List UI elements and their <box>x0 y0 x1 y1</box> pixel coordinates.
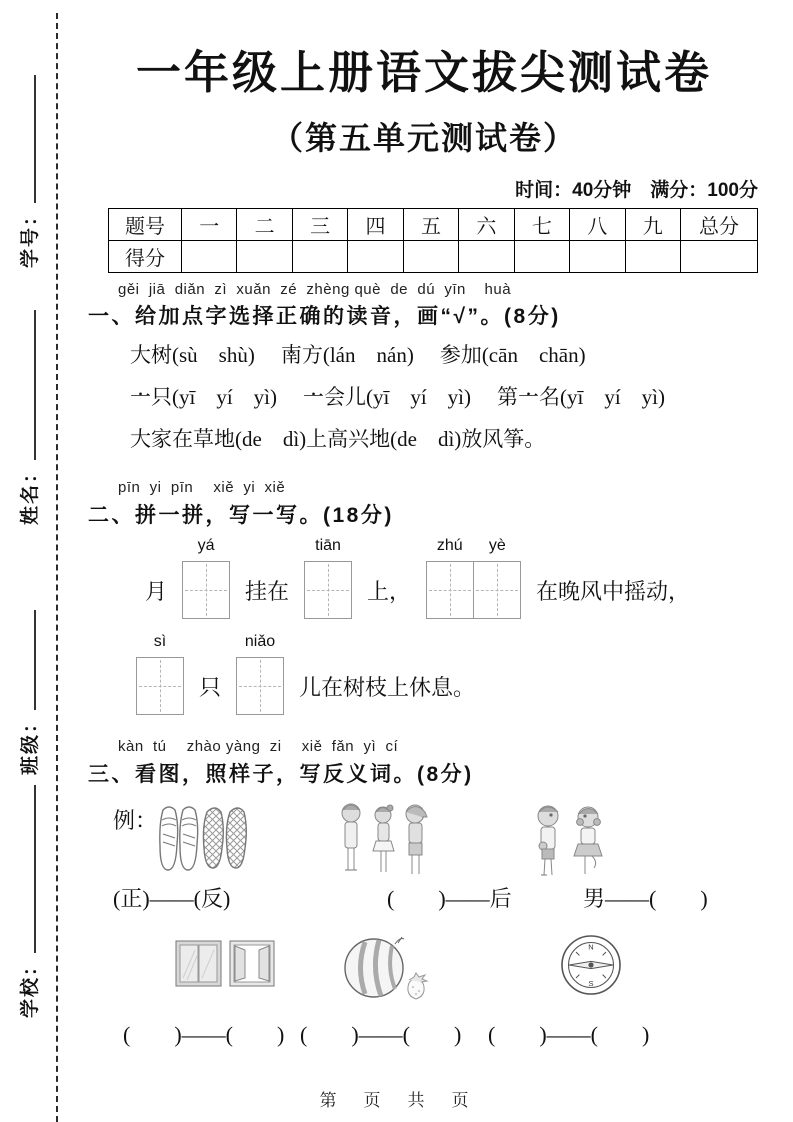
example-label: 例： <box>113 808 158 833</box>
sentence-fragment: 挂在 <box>245 578 290 604</box>
tianzige-cell <box>236 657 284 715</box>
answer-pair: ( )——( ) <box>123 1022 285 1047</box>
score-table-header-cell: 一 <box>182 209 237 241</box>
dotted-char: 南 • <box>281 343 302 367</box>
text-token: 会儿 <box>324 385 366 409</box>
score-table <box>108 208 758 273</box>
question-line <box>130 376 760 418</box>
page-subtitle: （第五单元测试卷） <box>270 120 577 156</box>
writing-grid <box>182 537 230 619</box>
pinyin-label: sì <box>153 633 167 650</box>
writing-grid <box>236 633 284 715</box>
score-table-header-cell: 三 <box>292 209 347 241</box>
score-cell <box>681 241 758 273</box>
score-cell <box>459 241 514 273</box>
main-content <box>88 0 760 1052</box>
score-table-header-cell: 二 <box>237 209 292 241</box>
text-token: (de dì) <box>390 427 462 451</box>
answer-pair: ( )——后 <box>387 886 512 911</box>
score-table-header-cell: 五 <box>403 209 458 241</box>
class-label: 班级： <box>19 711 41 775</box>
section3-heading: 三、看图，照样子，写反义词。(8分) <box>88 763 474 786</box>
score-cell <box>182 241 237 273</box>
text-token: 大 <box>130 343 151 367</box>
text-token: 方 <box>301 343 323 367</box>
writing-grid <box>136 633 184 715</box>
answer-pair: (正)——(反) <box>113 886 231 911</box>
text-token: 第 <box>497 385 518 409</box>
compass-south-label: S <box>588 979 594 988</box>
section3-answers-row-1 <box>88 882 760 916</box>
sentence-fragment: 在晚风中摇动， <box>536 578 691 604</box>
pinyin-label: niǎo <box>244 633 276 650</box>
score-table-header-cell: 八 <box>570 209 625 241</box>
score-cell <box>570 241 625 273</box>
section1-pinyin: gěi jiā diǎn zì xuǎn zé zhèng què de dú yīn huà <box>118 281 512 298</box>
dotted-char: 一 • <box>518 385 539 409</box>
text-token: 加 <box>460 343 482 367</box>
score-cell <box>292 241 347 273</box>
watermelon-strawberry-image <box>343 934 431 1000</box>
pinyin-label: yè <box>488 537 506 554</box>
class-field <box>14 610 42 775</box>
blank-line <box>14 310 36 460</box>
score-cell <box>625 241 681 273</box>
answer-pair: 男——( ) <box>583 886 708 911</box>
text-token: (de dì) <box>235 427 307 451</box>
pinyin-label: zhú <box>436 537 463 554</box>
pinyin-labels <box>136 633 184 651</box>
dotted-char: 一 • <box>303 385 324 409</box>
section3-picture-row-2 <box>88 934 760 1004</box>
tianzige-cell <box>474 561 521 619</box>
score-cell <box>348 241 403 273</box>
time-score-info: 时间：40分钟 满分：100分 <box>515 180 758 201</box>
score-cell <box>237 241 292 273</box>
section3-picture-row-1 <box>88 800 760 882</box>
student-name-field <box>14 310 42 525</box>
score-table-header-cell: 六 <box>459 209 514 241</box>
student-id-label: 学号： <box>19 204 41 268</box>
score-table-header-cell: 七 <box>514 209 569 241</box>
tianzige-cell <box>304 561 352 619</box>
children-queue-image <box>336 800 432 882</box>
text-token: 放风筝。 <box>461 427 546 451</box>
text-token: 只 <box>151 385 172 409</box>
tianzige-cell <box>136 657 184 715</box>
text-token: (lán nán) <box>322 343 414 367</box>
compass-image <box>560 934 622 996</box>
school-label: 学校： <box>19 954 41 1018</box>
page-title: 一年级上册语文拔尖测试卷 <box>135 47 712 98</box>
section3-pinyin: kàn tú zhào yàng zi xiě fǎn yì cí <box>118 738 399 755</box>
sentence-fragment: 只 <box>199 674 222 700</box>
section1-body <box>88 334 760 460</box>
dotted-char: 参 • <box>440 343 461 367</box>
text-token: (yī yí yì) <box>172 385 277 409</box>
dotted-char: 一 • <box>130 385 151 409</box>
pinyin-label: tiān <box>315 537 341 554</box>
pinyin-labels <box>236 633 284 651</box>
text-token: 上高兴 <box>306 427 370 451</box>
score-table-corner: 题号 <box>109 209 182 241</box>
score-table-header-cell: 四 <box>348 209 403 241</box>
student-name-label: 姓名： <box>19 461 41 525</box>
blank-line <box>14 75 36 203</box>
writing-row <box>138 537 760 619</box>
answer-pair: ( )——( ) <box>300 1022 462 1047</box>
boy-girl-image <box>530 802 612 882</box>
pinyin-labels <box>304 537 352 555</box>
section2-heading: 二、拼一拼，写一写。(18分) <box>88 504 394 527</box>
sentence-fragment: 儿在树枝上休息。 <box>299 674 476 700</box>
seal-fold-line <box>56 13 58 1122</box>
section2-pinyin: pīn yi pīn xiě yi xiě <box>118 479 286 496</box>
section3-answers-row-2 <box>88 1018 760 1052</box>
pinyin-labels <box>182 537 230 555</box>
windows-image <box>175 938 275 990</box>
compass-north-label: N <box>588 942 594 952</box>
section1-heading: 一、给加点字选择正确的读音，画“√”。(8分) <box>88 305 561 328</box>
sentence-fragment: 上， <box>367 578 412 604</box>
text-token: (yī yí yì) <box>560 385 665 409</box>
writing-row <box>128 633 760 715</box>
dotted-char: 地 • <box>214 427 235 451</box>
score-row-label: 得分 <box>109 241 182 273</box>
text-token: (cān chān) <box>481 343 586 367</box>
text-token: (sù shù) <box>172 343 255 367</box>
score-cell <box>403 241 458 273</box>
tianzige-cell <box>426 561 474 619</box>
writing-grid <box>426 537 521 619</box>
pinyin-labels <box>426 537 521 555</box>
text-token: 大家在草 <box>130 427 214 451</box>
text-token: (yī yí yì) <box>366 385 471 409</box>
score-table-header-cell: 九 <box>625 209 681 241</box>
tianzige-cell <box>182 561 230 619</box>
question-line <box>130 334 760 376</box>
pinyin-label: yá <box>197 537 215 554</box>
answer-pair: ( )——( ) <box>488 1022 650 1047</box>
shoes-image <box>153 802 253 876</box>
school-field <box>14 785 42 1018</box>
blank-line <box>14 610 36 710</box>
sentence-fragment: 月 <box>145 578 168 604</box>
dotted-char: 树 • <box>151 343 172 367</box>
writing-grid <box>304 537 352 619</box>
score-cell <box>514 241 569 273</box>
student-id-field <box>14 75 42 268</box>
blank-line <box>14 785 36 953</box>
text-token: 名 <box>539 385 560 409</box>
page-footer: 第 页 共 页 <box>319 1091 474 1110</box>
score-table-header-cell: 总分 <box>681 209 758 241</box>
question-line <box>130 418 760 460</box>
dotted-char: 地 • <box>369 427 390 451</box>
